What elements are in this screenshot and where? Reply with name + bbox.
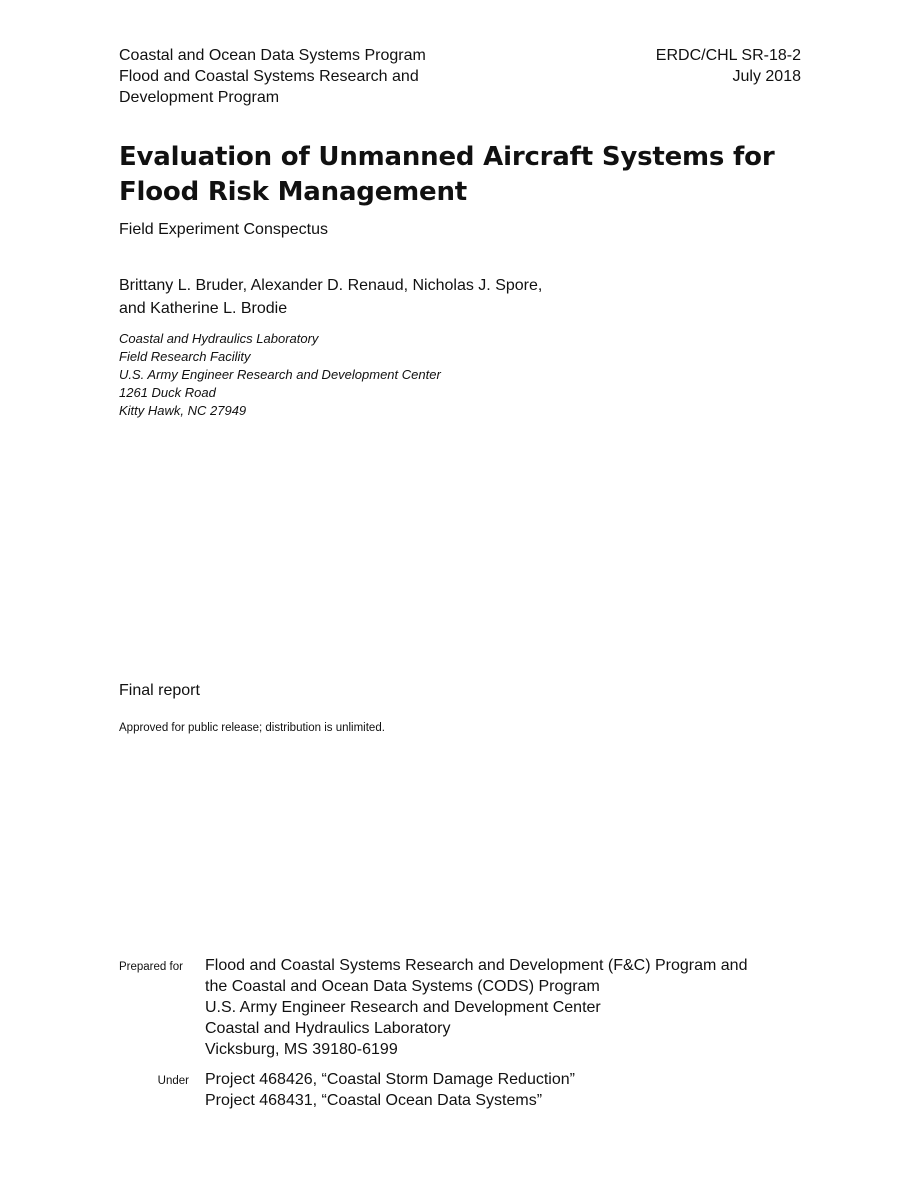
page-title — [119, 140, 819, 210]
under-block — [205, 1069, 575, 1111]
affiliation-line: Kitty Hawk, NC 27949 — [119, 403, 247, 418]
prepared-for-line: Flood and Coastal Systems Research and Development (F&C) Program and — [205, 957, 748, 974]
prepared-for-block — [205, 955, 747, 1060]
header-program-line: Coastal and Ocean Data Systems Program — [119, 47, 426, 64]
affiliation-line: 1261 Duck Road — [119, 385, 216, 400]
authors-line: Brittany L. Bruder, Alexander D. Renaud, Nicholas J. Spore, — [119, 277, 543, 294]
under-label: Under — [157, 1075, 189, 1087]
distribution-statement: Approved for public release; distribution is unlimited. — [119, 722, 385, 734]
affiliation-line: Coastal and Hydraulics Laboratory — [119, 331, 319, 346]
prepared-for-line: Coastal and Hydraulics Laboratory — [205, 1020, 451, 1037]
header-program-block — [119, 45, 539, 108]
title-line: Flood Risk Management — [119, 177, 467, 207]
authors-block — [119, 274, 542, 320]
prepared-for-line: the Coastal and Ocean Data Systems (CODS) Program — [205, 978, 600, 995]
header-report-info — [656, 45, 801, 87]
authors-line: and Katherine L. Brodie — [119, 300, 288, 317]
page-subtitle: Field Experiment Conspectus — [119, 221, 328, 238]
project-line: Project 468426, “Coastal Storm Damage Reduction” — [205, 1071, 575, 1088]
prepared-for-line: U.S. Army Engineer Research and Development Center — [205, 999, 601, 1016]
prepared-for-line: Vicksburg, MS 39180-6199 — [205, 1041, 398, 1058]
header-program-line: Flood and Coastal Systems Research and — [119, 68, 419, 85]
project-line: Project 468431, “Coastal Ocean Data Systems” — [205, 1092, 543, 1109]
affiliation-line: Field Research Facility — [119, 349, 251, 364]
affiliation-block — [119, 330, 441, 420]
prepared-for-label: Prepared for — [119, 961, 183, 973]
report-date: July 2018 — [732, 68, 801, 85]
report-type: Final report — [119, 682, 200, 699]
affiliation-line: U.S. Army Engineer Research and Development Center — [119, 367, 441, 382]
title-line: Evaluation of Unmanned Aircraft Systems for — [119, 142, 775, 172]
report-number: ERDC/CHL SR-18-2 — [655, 47, 801, 64]
header-program-line: Development Program — [119, 89, 280, 106]
